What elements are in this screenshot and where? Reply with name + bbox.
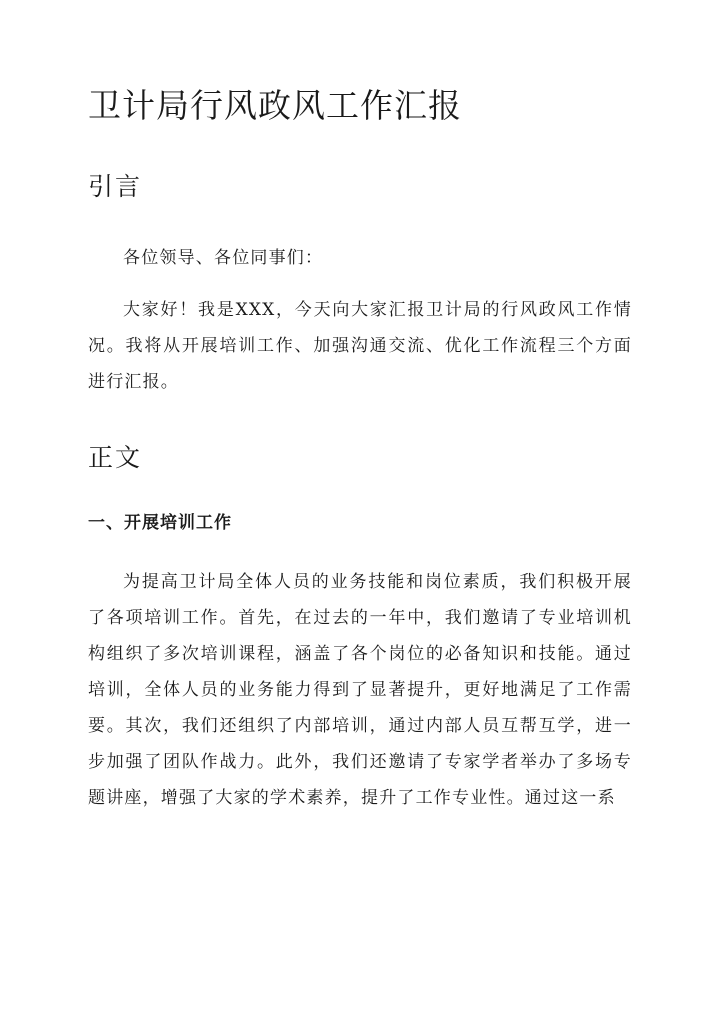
body-heading: 正文 xyxy=(88,443,143,472)
document-title: 卫计局行风政风工作汇报 xyxy=(88,86,462,125)
greeting-paragraph: 各位领导、各位同事们： xyxy=(123,248,324,268)
training-paragraph: 为提高卫计局全体人员的业务技能和岗位素质，我们积极开展了各项培训工作。首先，在过去的一年中，我们邀请了专业培训机构组织了多次培训课程，涵盖了各个岗位的必备知识和技能。通过培训，全体人员的业务能力得到了显著提升，更好地满足了工作需要。其次，我们还组织了内部培训，通过内部人员互帮互学，进一步加强了团队作战力。此外，我们还邀请了专家学者举办了多场专题讲座，增强了大家的学术素养，提升了工作专业性。通过这一系 xyxy=(88,572,632,808)
section-heading-training: 一、开展培训工作 xyxy=(88,513,232,533)
opening-paragraph: 大家好！我是XXX，今天向大家汇报卫计局的行风政风工作情况。我将从开展培训工作、加强沟通交流、优化工作流程三个方面进行汇报。 xyxy=(88,300,632,392)
intro-heading: 引言 xyxy=(88,172,143,201)
